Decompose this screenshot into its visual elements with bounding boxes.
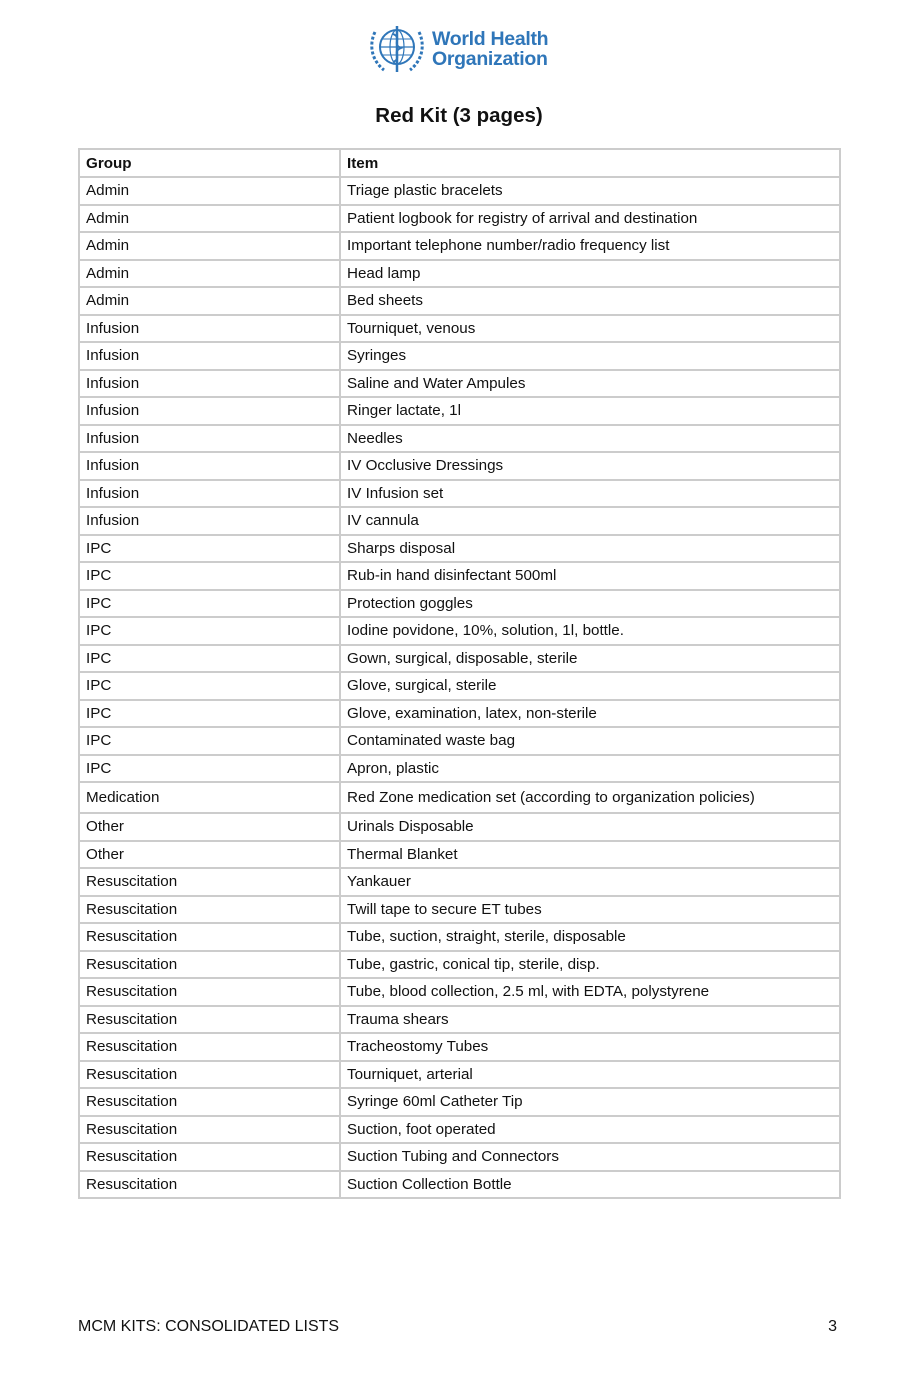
item-cell: Triage plastic bracelets: [340, 177, 840, 205]
group-cell: IPC: [79, 672, 340, 700]
table-row: [79, 1006, 840, 1034]
kit-items-table: [78, 148, 841, 1199]
group-cell: Resuscitation: [79, 1088, 340, 1116]
who-logo: [366, 18, 556, 80]
group-cell: Resuscitation: [79, 1033, 340, 1061]
group-cell: Resuscitation: [79, 923, 340, 951]
table-row: [79, 1116, 840, 1144]
item-cell: Needles: [340, 425, 840, 453]
table-row: [79, 1171, 840, 1199]
table-row: [79, 923, 840, 951]
table-row: [79, 425, 840, 453]
table-row: [79, 535, 840, 563]
group-cell: Resuscitation: [79, 978, 340, 1006]
group-cell: Admin: [79, 260, 340, 288]
item-cell: Tube, suction, straight, sterile, disposable: [340, 923, 840, 951]
table-row: [79, 342, 840, 370]
item-cell: Important telephone number/radio frequency list: [340, 232, 840, 260]
table-row: [79, 978, 840, 1006]
item-cell: Glove, surgical, sterile: [340, 672, 840, 700]
group-cell: IPC: [79, 700, 340, 728]
item-cell: Iodine povidone, 10%, solution, 1l, bottle.: [340, 617, 840, 645]
table-row: [79, 397, 840, 425]
group-cell: Infusion: [79, 397, 340, 425]
column-header-group: Group: [79, 149, 340, 177]
column-header-item: Item: [340, 149, 840, 177]
page-number: 3: [828, 1318, 837, 1335]
item-cell: Protection goggles: [340, 590, 840, 618]
item-cell: IV Occlusive Dressings: [340, 452, 840, 480]
table-row: [79, 452, 840, 480]
group-cell: IPC: [79, 727, 340, 755]
group-cell: Resuscitation: [79, 896, 340, 924]
table-row: [79, 1088, 840, 1116]
group-cell: Infusion: [79, 370, 340, 398]
group-cell: IPC: [79, 590, 340, 618]
item-cell: Syringe 60ml Catheter Tip: [340, 1088, 840, 1116]
table-row: [79, 260, 840, 288]
table-row: [79, 370, 840, 398]
table-row: [79, 507, 840, 535]
group-cell: Admin: [79, 232, 340, 260]
table-row: [79, 617, 840, 645]
item-cell: Tourniquet, venous: [340, 315, 840, 343]
group-cell: Infusion: [79, 507, 340, 535]
footer-title: MCM KITS: CONSOLIDATED LISTS: [78, 1318, 340, 1335]
item-cell: IV Infusion set: [340, 480, 840, 508]
table-row: [79, 287, 840, 315]
item-cell: Saline and Water Ampules: [340, 370, 840, 398]
table-row: [79, 1061, 840, 1089]
table-row: [79, 232, 840, 260]
group-cell: Resuscitation: [79, 1171, 340, 1199]
table-row: [79, 782, 840, 813]
group-cell: IPC: [79, 645, 340, 673]
item-cell: Tracheostomy Tubes: [340, 1033, 840, 1061]
who-wordmark: [432, 29, 548, 69]
group-cell: Admin: [79, 177, 340, 205]
item-cell: Sharps disposal: [340, 535, 840, 563]
table-row: [79, 480, 840, 508]
table-row: [79, 868, 840, 896]
group-cell: Resuscitation: [79, 1143, 340, 1171]
table-row: [79, 1143, 840, 1171]
page-title: Red Kit (3 pages): [375, 104, 543, 127]
item-cell: Glove, examination, latex, non-sterile: [340, 700, 840, 728]
table-row: [79, 727, 840, 755]
table-row: [79, 590, 840, 618]
item-cell: Suction Collection Bottle: [340, 1171, 840, 1199]
item-cell: Rub-in hand disinfectant 500ml: [340, 562, 840, 590]
group-cell: Infusion: [79, 342, 340, 370]
group-cell: Resuscitation: [79, 868, 340, 896]
table-header-row: [79, 149, 840, 177]
table-row: [79, 1033, 840, 1061]
item-cell: Twill tape to secure ET tubes: [340, 896, 840, 924]
item-cell: Suction, foot operated: [340, 1116, 840, 1144]
item-cell: Patient logbook for registry of arrival and destination: [340, 205, 840, 233]
item-cell: Yankauer: [340, 868, 840, 896]
item-cell: Tube, blood collection, 2.5 ml, with EDTA, polystyrene: [340, 978, 840, 1006]
group-cell: Other: [79, 813, 340, 841]
item-cell: Bed sheets: [340, 287, 840, 315]
group-cell: Resuscitation: [79, 1006, 340, 1034]
group-cell: IPC: [79, 755, 340, 783]
item-cell: Suction Tubing and Connectors: [340, 1143, 840, 1171]
item-cell: Tourniquet, arterial: [340, 1061, 840, 1089]
table-body: [79, 177, 840, 1198]
who-emblem-icon: [366, 20, 428, 78]
group-cell: Admin: [79, 205, 340, 233]
group-cell: Other: [79, 841, 340, 869]
table-row: [79, 896, 840, 924]
group-cell: Medication: [79, 782, 340, 813]
table-row: [79, 672, 840, 700]
item-cell: Urinals Disposable: [340, 813, 840, 841]
group-cell: Resuscitation: [79, 951, 340, 979]
group-cell: IPC: [79, 562, 340, 590]
group-cell: Infusion: [79, 452, 340, 480]
table-row: [79, 177, 840, 205]
item-cell: Ringer lactate, 1l: [340, 397, 840, 425]
table-row: [79, 562, 840, 590]
item-cell: Syringes: [340, 342, 840, 370]
group-cell: Resuscitation: [79, 1116, 340, 1144]
item-cell: Apron, plastic: [340, 755, 840, 783]
group-cell: Infusion: [79, 315, 340, 343]
table-row: [79, 951, 840, 979]
group-cell: IPC: [79, 535, 340, 563]
item-cell: Gown, surgical, disposable, sterile: [340, 645, 840, 673]
table-row: [79, 700, 840, 728]
table-row: [79, 205, 840, 233]
group-cell: IPC: [79, 617, 340, 645]
group-cell: Admin: [79, 287, 340, 315]
item-cell: IV cannula: [340, 507, 840, 535]
item-cell: Contaminated waste bag: [340, 727, 840, 755]
table-row: [79, 813, 840, 841]
item-cell: Head lamp: [340, 260, 840, 288]
item-cell: Tube, gastric, conical tip, sterile, disp.: [340, 951, 840, 979]
group-cell: Infusion: [79, 480, 340, 508]
logo-line-1: World Health: [432, 28, 549, 50]
group-cell: Resuscitation: [79, 1061, 340, 1089]
item-cell: Red Zone medication set (according to organization policies): [340, 782, 840, 813]
page-footer: [78, 1318, 837, 1336]
table-row: [79, 841, 840, 869]
table-row: [79, 755, 840, 783]
table-row: [79, 315, 840, 343]
group-cell: Infusion: [79, 425, 340, 453]
item-cell: Thermal Blanket: [340, 841, 840, 869]
item-cell: Trauma shears: [340, 1006, 840, 1034]
logo-line-2: Organization: [432, 48, 548, 70]
table-row: [79, 645, 840, 673]
